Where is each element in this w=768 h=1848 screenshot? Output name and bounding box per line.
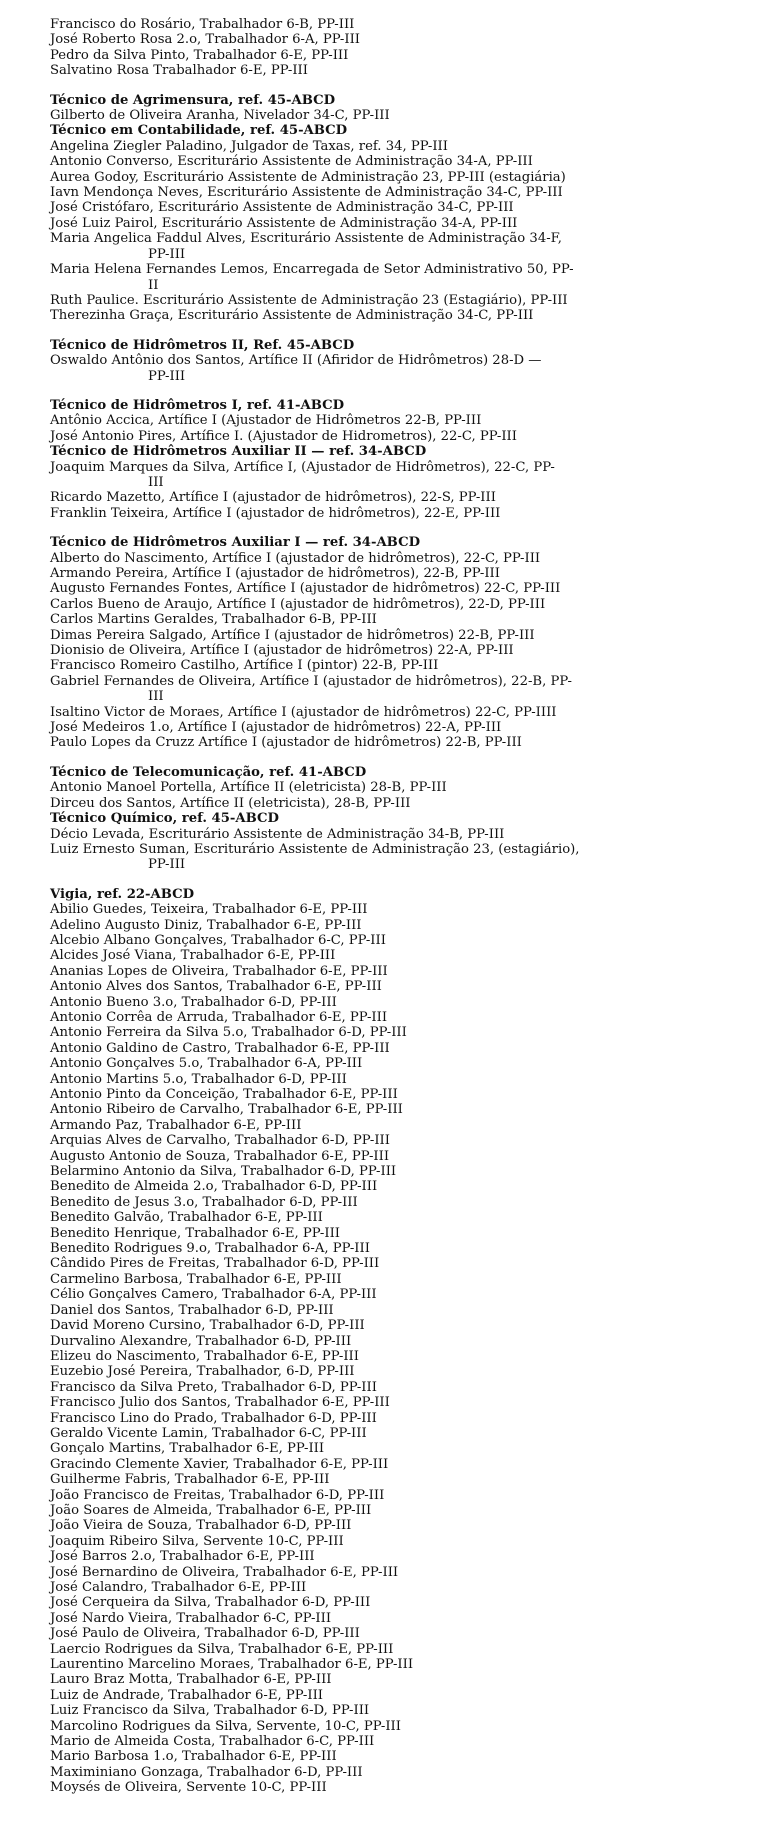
staff-entry: Guilherme Fabris, Trabalhador 6-E, PP-III xyxy=(50,1472,330,1488)
staff-entry: José Roberto Rosa 2.o, Trabalhador 6-A, PP-III xyxy=(50,32,361,48)
staff-entry: Luiz Francisco da Silva, Trabalhador 6-D, PP-III xyxy=(50,1703,370,1719)
staff-entry: José Calandro, Trabalhador 6-E, PP-III xyxy=(50,1580,307,1595)
staff-entry: Luiz Ernesto Suman, Escriturário Assistente de Administração 23, (estagiário), xyxy=(50,841,580,857)
staff-entry: Gonçalo Martins, Trabalhador 6-E, PP-III xyxy=(50,1441,325,1457)
staff-entry: Laercio Rodrigues da Silva, Trabalhador 6-E, PP-III xyxy=(50,1641,394,1657)
staff-entry: Dionisio de Oliveira, Artífice I (ajustador de hidrômetros) 22-A, PP-III xyxy=(50,643,514,659)
staff-entry: Paulo Lopes da Cruzz Artífice I (ajustador de hidrômetros) 22-B, PP-III xyxy=(50,735,522,751)
staff-entry: Antônio Accica, Artífice I (Ajustador de Hidrômetros 22-B, PP-III xyxy=(50,413,482,429)
staff-entry: Antonio Bueno 3.o, Trabalhador 6-D, PP-III xyxy=(50,994,337,1010)
section-block xyxy=(50,338,758,384)
staff-entry: Salvatino Rosa Trabalhador 6-E, PP-III xyxy=(50,63,308,79)
staff-entry: Alcides José Viana, Trabalhador 6-E, PP-III xyxy=(50,948,336,964)
staff-entry: Aurea Godoy, Escriturário Assistente de Administração 23, PP-III (estagiária) xyxy=(50,169,566,185)
section-heading: Técnico em Contabilidade, ref. 45-ABCD xyxy=(50,123,348,139)
section-heading: Técnico de Hidrômetros II, Ref. 45-ABCD xyxy=(50,337,355,353)
staff-entry: Antonio Martins 5.o, Trabalhador 6-D, PP-III xyxy=(50,1071,347,1087)
staff-entry: João Francisco de Freitas, Trabalhador 6-D, PP-III xyxy=(50,1487,385,1503)
staff-entry: Adelino Augusto Diniz, Trabalhador 6-E, PP-III xyxy=(50,917,362,933)
staff-entry: José Paulo de Oliveira, Trabalhador 6-D, PP-III xyxy=(50,1626,360,1642)
staff-entry: Francisco da Silva Preto, Trabalhador 6-D, PP-III xyxy=(50,1379,377,1395)
staff-entry: Décio Levada, Escriturário Assistente de Administração 34-B, PP-III xyxy=(50,826,505,842)
entry-continuation: PP-III xyxy=(148,246,186,262)
staff-entry: Ananias Lopes de Oliveira, Trabalhador 6-E, PP-III xyxy=(50,963,388,979)
staff-entry: Antonio Pinto da Conceição, Trabalhador 6-E, PP-III xyxy=(50,1087,398,1102)
section-spacer xyxy=(50,873,758,887)
staff-entry: Benedito Henrique, Trabalhador 6-E, PP-III xyxy=(50,1225,341,1241)
section-block xyxy=(50,887,758,1796)
section-spacer xyxy=(50,324,758,338)
entry-continuation: III xyxy=(148,474,164,490)
entry-continuation: III xyxy=(148,689,164,705)
staff-entry: João Vieira de Souza, Trabalhador 6-D, PP-III xyxy=(50,1518,352,1534)
staff-entry: Benedito Rodrigues 9.o, Trabalhador 6-A, PP-III xyxy=(50,1241,370,1257)
staff-entry: Francisco do Rosário, Trabalhador 6-B, PP-III xyxy=(50,17,355,32)
staff-entry: Antonio Galdino de Castro, Trabalhador 6-E, PP-III xyxy=(50,1040,390,1056)
staff-entry: Abilio Guedes, Teixeira, Trabalhador 6-E, PP-III xyxy=(50,902,368,918)
section-heading: Técnico de Hidrômetros Auxiliar I — ref. 34-ABCD xyxy=(50,535,421,551)
staff-entry: Ricardo Mazetto, Artífice I (ajustador de hidrômetros), 22-S, PP-III xyxy=(50,490,496,506)
staff-entry: Lauro Braz Motta, Trabalhador 6-E, PP-III xyxy=(50,1672,332,1688)
staff-entry: Alberto do Nascimento, Artífice I (ajustador de hidrômetros), 22-C, PP-III xyxy=(50,550,541,566)
staff-entry: José Cristófaro, Escriturário Assistente de Administração 34-C, PP-III xyxy=(50,200,514,216)
staff-entry: José Nardo Vieira, Trabalhador 6-C, PP-III xyxy=(50,1610,332,1626)
staff-entry: Isaltino Victor de Moraes, Artífice I (ajustador de hidrômetros) 22-C, PP-IIII xyxy=(50,704,557,720)
section-heading: Técnico de Hidrômetros Auxiliar II — ref. 34-ABCD xyxy=(50,444,427,460)
staff-entry: Iavn Mendonça Neves, Escriturário Assistente de Administração 34-C, PP-III xyxy=(50,185,563,201)
entry-continuation: PP-III xyxy=(148,368,186,384)
staff-entry: Luiz de Andrade, Trabalhador 6-E, PP-III xyxy=(50,1687,323,1703)
staff-entry: Benedito de Jesus 3.o, Trabalhador 6-D, PP-III xyxy=(50,1194,358,1210)
staff-entry: Cândido Pires de Freitas, Trabalhador 6-D, PP-III xyxy=(50,1256,380,1272)
staff-entry: Armando Pereira, Artífice I (ajustador de hidrômetros), 22-B, PP-III xyxy=(50,566,500,581)
staff-entry: Moysés de Oliveira, Servente 10-C, PP-III xyxy=(50,1780,327,1796)
staff-entry: Célio Gonçalves Camero, Trabalhador 6-A, PP-III xyxy=(50,1287,377,1303)
staff-entry: Carlos Martins Geraldes, Trabalhador 6-B, PP-III xyxy=(50,612,377,628)
staff-entry: Antonio Gonçalves 5.o, Trabalhador 6-A, PP-III xyxy=(50,1056,363,1072)
section-block xyxy=(50,398,758,521)
staff-entry: Oswaldo Antônio dos Santos, Artífice II (Afiridor de Hidrômetros) 28-D — xyxy=(50,353,542,369)
entry-continuation: II xyxy=(148,277,159,293)
staff-entry: Dirceu dos Santos, Artífice II (eletricista), 28-B, PP-III xyxy=(50,795,411,811)
staff-entry: José Medeiros 1.o, Artífice I (ajustador de hidrômetros) 22-A, PP-III xyxy=(50,720,502,736)
staff-entry: Carmelino Barbosa, Trabalhador 6-E, PP-III xyxy=(50,1271,342,1287)
section-heading: Vigia, ref. 22-ABCD xyxy=(50,886,195,902)
section-spacer xyxy=(50,79,758,93)
staff-entry: Joaquim Marques da Silva, Artífice I, (Ajustador de Hidrômetros), 22-C, PP- xyxy=(50,459,555,475)
staff-entry: Geraldo Vicente Lamin, Trabalhador 6-C, PP-III xyxy=(50,1425,367,1441)
staff-entry: Carlos Bueno de Araujo, Artífice I (ajustador de hidrômetros), 22-D, PP-III xyxy=(50,596,546,612)
staff-entry: Elizeu do Nascimento, Trabalhador 6-E, PP-III xyxy=(50,1348,359,1364)
section-spacer xyxy=(50,384,758,398)
staff-entry: Durvalino Alexandre, Trabalhador 6-D, PP-III xyxy=(50,1333,352,1349)
staff-entry: David Moreno Cursino, Trabalhador 6-D, PP-III xyxy=(50,1318,365,1334)
staff-entry: Maximiniano Gonzaga, Trabalhador 6-D, PP-III xyxy=(50,1764,363,1780)
staff-entry: José Barros 2.o, Trabalhador 6-E, PP-III xyxy=(50,1549,315,1565)
staff-entry: Arquias Alves de Carvalho, Trabalhador 6-D, PP-III xyxy=(50,1133,390,1149)
staff-entry: Marcolino Rodrigues da Silva, Servente, 10-C, PP-III xyxy=(50,1718,401,1734)
section-block xyxy=(50,535,758,751)
staff-entry: João Soares de Almeida, Trabalhador 6-E, PP-III xyxy=(50,1502,372,1518)
staff-entry: Ruth Paulice. Escriturário Assistente de Administração 23 (Estagiário), PP-III xyxy=(50,292,568,308)
staff-entry: Dimas Pereira Salgado, Artífice I (ajustador de hidrômetros) 22-B, PP-III xyxy=(50,627,535,643)
staff-entry: Laurentino Marcelino Moraes, Trabalhador 6-E, PP-III xyxy=(50,1657,414,1673)
staff-entry: Antonio Corrêa de Arruda, Trabalhador 6-E, PP-III xyxy=(50,1009,388,1025)
staff-entry: Alcebio Albano Gonçalves, Trabalhador 6-C, PP-III xyxy=(50,932,386,948)
staff-entry: José Cerqueira da Silva, Trabalhador 6-D, PP-III xyxy=(50,1595,371,1611)
section-heading: Técnico Químico, ref. 45-ABCD xyxy=(50,811,279,827)
staff-entry: José Antonio Pires, Artífice I. (Ajustador de Hidrometros), 22-C, PP-III xyxy=(50,428,517,444)
staff-entry: Antonio Ribeiro de Carvalho, Trabalhador 6-E, PP-III xyxy=(50,1102,403,1118)
staff-entry: Antonio Ferreira da Silva 5.o, Trabalhador 6-D, PP-III xyxy=(50,1025,407,1041)
section-spacer xyxy=(50,521,758,535)
staff-entry: Belarmino Antonio da Silva, Trabalhador 6-D, PP-III xyxy=(50,1164,397,1180)
section-block xyxy=(50,93,758,324)
staff-entry: Benedito Galvão, Trabalhador 6-E, PP-III xyxy=(50,1210,323,1226)
staff-entry: Armando Paz, Trabalhador 6-E, PP-III xyxy=(50,1117,302,1133)
staff-entry: Mario Barbosa 1.o, Trabalhador 6-E, PP-III xyxy=(50,1749,337,1765)
section-heading: Técnico de Hidrômetros I, ref. 41-ABCD xyxy=(50,397,345,413)
staff-entry: José Bernardino de Oliveira, Trabalhador 6-E, PP-III xyxy=(50,1564,399,1580)
staff-entry: Franklin Teixeira, Artífice I (ajustador de hidrômetros), 22-E, PP-III xyxy=(50,505,501,521)
staff-entry: Gabriel Fernandes de Oliveira, Artífice I (ajustador de hidrômetros), 22-B, PP- xyxy=(50,673,572,689)
staff-entry: Pedro da Silva Pinto, Trabalhador 6-E, PP-III xyxy=(50,47,349,63)
staff-entry: Gilberto de Oliveira Aranha, Nivelador 34-C, PP-III xyxy=(50,108,390,124)
staff-entry: Euzebio José Pereira, Trabalhador, 6-D, PP-III xyxy=(50,1364,355,1380)
staff-entry: Maria Helena Fernandes Lemos, Encarregada de Setor Administrativo 50, PP- xyxy=(50,262,574,278)
staff-entry: Daniel dos Santos, Trabalhador 6-D, PP-III xyxy=(50,1302,334,1318)
staff-entry: Benedito de Almeida 2.o, Trabalhador 6-D, PP-III xyxy=(50,1179,378,1195)
staff-entry: Antonio Converso, Escriturário Assistente de Administração 34-A, PP-III xyxy=(50,154,533,170)
section-heading: Técnico de Agrimensura, ref. 45-ABCD xyxy=(50,92,336,108)
section-block xyxy=(50,765,758,873)
section-spacer xyxy=(50,751,758,765)
staff-entry: Antonio Alves dos Santos, Trabalhador 6-E, PP-III xyxy=(50,979,382,995)
section-block xyxy=(50,17,758,79)
staff-entry: Angelina Ziegler Paladino, Julgador de Taxas, ref. 34, PP-III xyxy=(50,138,448,154)
staff-entry: Joaquim Ribeiro Silva, Servente 10-C, PP-III xyxy=(50,1533,344,1549)
entry-continuation: PP-III xyxy=(148,857,186,873)
staff-entry: Therezinha Graça, Escriturário Assistente de Administração 34-C, PP-III xyxy=(50,308,534,324)
staff-entry: Gracindo Clemente Xavier, Trabalhador 6-E, PP-III xyxy=(50,1456,389,1472)
staff-entry: Augusto Antonio de Souza, Trabalhador 6-E, PP-III xyxy=(50,1148,390,1164)
staff-entry: Mario de Almeida Costa, Trabalhador 6-C, PP-III xyxy=(50,1734,375,1750)
section-heading: Técnico de Telecomunicação, ref. 41-ABCD xyxy=(50,764,367,780)
staff-entry: Augusto Fernandes Fontes, Artífice I (ajustador de hidrômetros) 22-C, PP-III xyxy=(50,581,561,597)
staff-entry: Francisco Lino do Prado, Trabalhador 6-D, PP-III xyxy=(50,1410,377,1426)
staff-entry: Francisco Romeiro Castilho, Artífice I (pintor) 22-B, PP-III xyxy=(50,658,439,674)
staff-entry: José Luiz Pairol, Escriturário Assistente de Administração 34-A, PP-III xyxy=(50,215,518,231)
staff-entry: Antonio Manoel Portella, Artífice II (eletricista) 28-B, PP-III xyxy=(50,780,447,796)
staff-entry: Francisco Julio dos Santos, Trabalhador 6-E, PP-III xyxy=(50,1395,390,1411)
staff-entry: Maria Angelica Faddul Alves, Escriturário Assistente de Administração 34-F, xyxy=(50,231,562,247)
